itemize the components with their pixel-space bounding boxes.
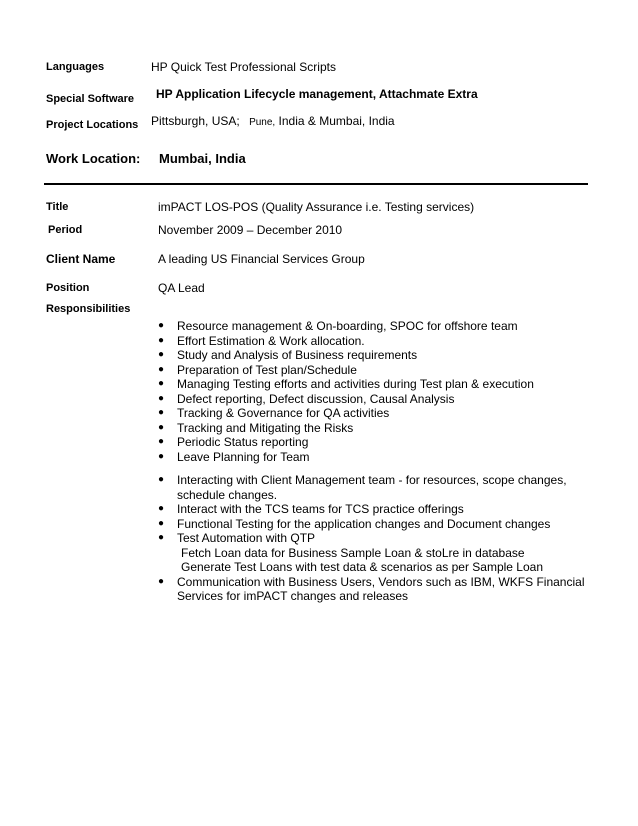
section-divider xyxy=(44,183,588,185)
list-item: ● Defect reporting, Defect discussion, Causal Analysis xyxy=(158,391,455,406)
position-label: Position xyxy=(46,282,90,294)
list-item: ● Preparation of Test plan/Schedule xyxy=(158,362,357,377)
responsibilities-list-2 xyxy=(158,473,584,604)
list-item-continuation: schedule changes. xyxy=(177,487,278,502)
special-software-value: HP Application Lifecycle management, Attachmate Extra xyxy=(156,87,478,101)
list-item: ● Communication with Business Users, Vendors such as IBM, WKFS Financial xyxy=(158,574,585,589)
title-value: imPACT LOS-POS (Quality Assurance i.e. Testing services) xyxy=(158,200,475,214)
list-item: ● Effort Estimation & Work allocation. xyxy=(158,333,365,348)
languages-value: HP Quick Test Professional Scripts xyxy=(151,60,336,74)
work-location-label: Work Location: xyxy=(46,151,141,166)
list-item: ● Leave Planning for Team xyxy=(158,449,310,464)
list-item: ● Managing Testing efforts and activities during Test plan & execution xyxy=(158,377,534,391)
list-item: ● Tracking & Governance for QA activities xyxy=(158,406,390,420)
list-subitem: Fetch Loan data for Business Sample Loan & stoLre in database xyxy=(181,545,525,560)
bullet-icon: ● xyxy=(158,517,165,529)
list-item: ● Tracking and Mitigating the Risks xyxy=(158,420,354,435)
bullet-icon: ● xyxy=(158,378,165,389)
bullet-icon: ● xyxy=(158,320,165,331)
special-software-label: Special Software xyxy=(46,93,135,105)
list-item: ● Study and Analysis of Business requirements xyxy=(158,348,418,362)
project-location-india: India & Mumbai, India xyxy=(278,114,395,128)
client-name-value: A leading US Financial Services Group xyxy=(158,252,365,266)
client-name-label: Client Name xyxy=(46,252,116,266)
list-item-continuation: Services for imPACT changes and releases xyxy=(177,589,408,603)
project-locations-label: Project Locations xyxy=(46,119,139,131)
bullet-icon: ● xyxy=(158,532,165,543)
period-label: Period xyxy=(48,224,83,236)
list-item: ● Test Automation with QTP xyxy=(158,531,316,545)
bullet-icon: ● xyxy=(158,450,165,462)
project-location-usa: Pittsburgh, USA; xyxy=(151,114,240,128)
bullet-icon: ● xyxy=(158,575,165,587)
bullet-icon: ● xyxy=(158,474,165,485)
title-label: Title xyxy=(46,201,69,213)
period-value: November 2009 – December 2010 xyxy=(158,223,343,237)
bullet-icon: ● xyxy=(158,392,165,404)
list-item: ● Periodic Status reporting xyxy=(158,435,309,449)
languages-label: Languages xyxy=(46,61,105,73)
list-item: ● Interacting with Client Management team - for resources, scope changes, xyxy=(158,473,567,487)
bullet-icon: ● xyxy=(158,363,165,375)
bullet-icon: ● xyxy=(158,436,165,447)
bullet-icon: ● xyxy=(158,421,165,433)
bullet-icon: ● xyxy=(158,349,165,360)
bullet-icon: ● xyxy=(158,407,165,418)
list-item: ● Interact with the TCS teams for TCS practice offerings xyxy=(158,502,464,516)
bullet-icon: ● xyxy=(158,334,165,346)
list-item: ● Functional Testing for the application changes and Document changes xyxy=(158,516,551,531)
position-value: QA Lead xyxy=(158,281,205,295)
bullet-icon: ● xyxy=(158,503,165,514)
list-item: ● Resource management & On-boarding, SPOC for offshore team xyxy=(158,319,518,333)
project-locations-value xyxy=(151,114,395,128)
responsibilities-list-1 xyxy=(158,319,534,464)
responsibilities-label: Responsibilities xyxy=(46,303,131,315)
list-subitem: Generate Test Loans with test data & scenarios as per Sample Loan xyxy=(181,560,543,574)
project-location-pune: Pune, xyxy=(249,117,276,128)
work-location-value: Mumbai, India xyxy=(159,151,246,166)
